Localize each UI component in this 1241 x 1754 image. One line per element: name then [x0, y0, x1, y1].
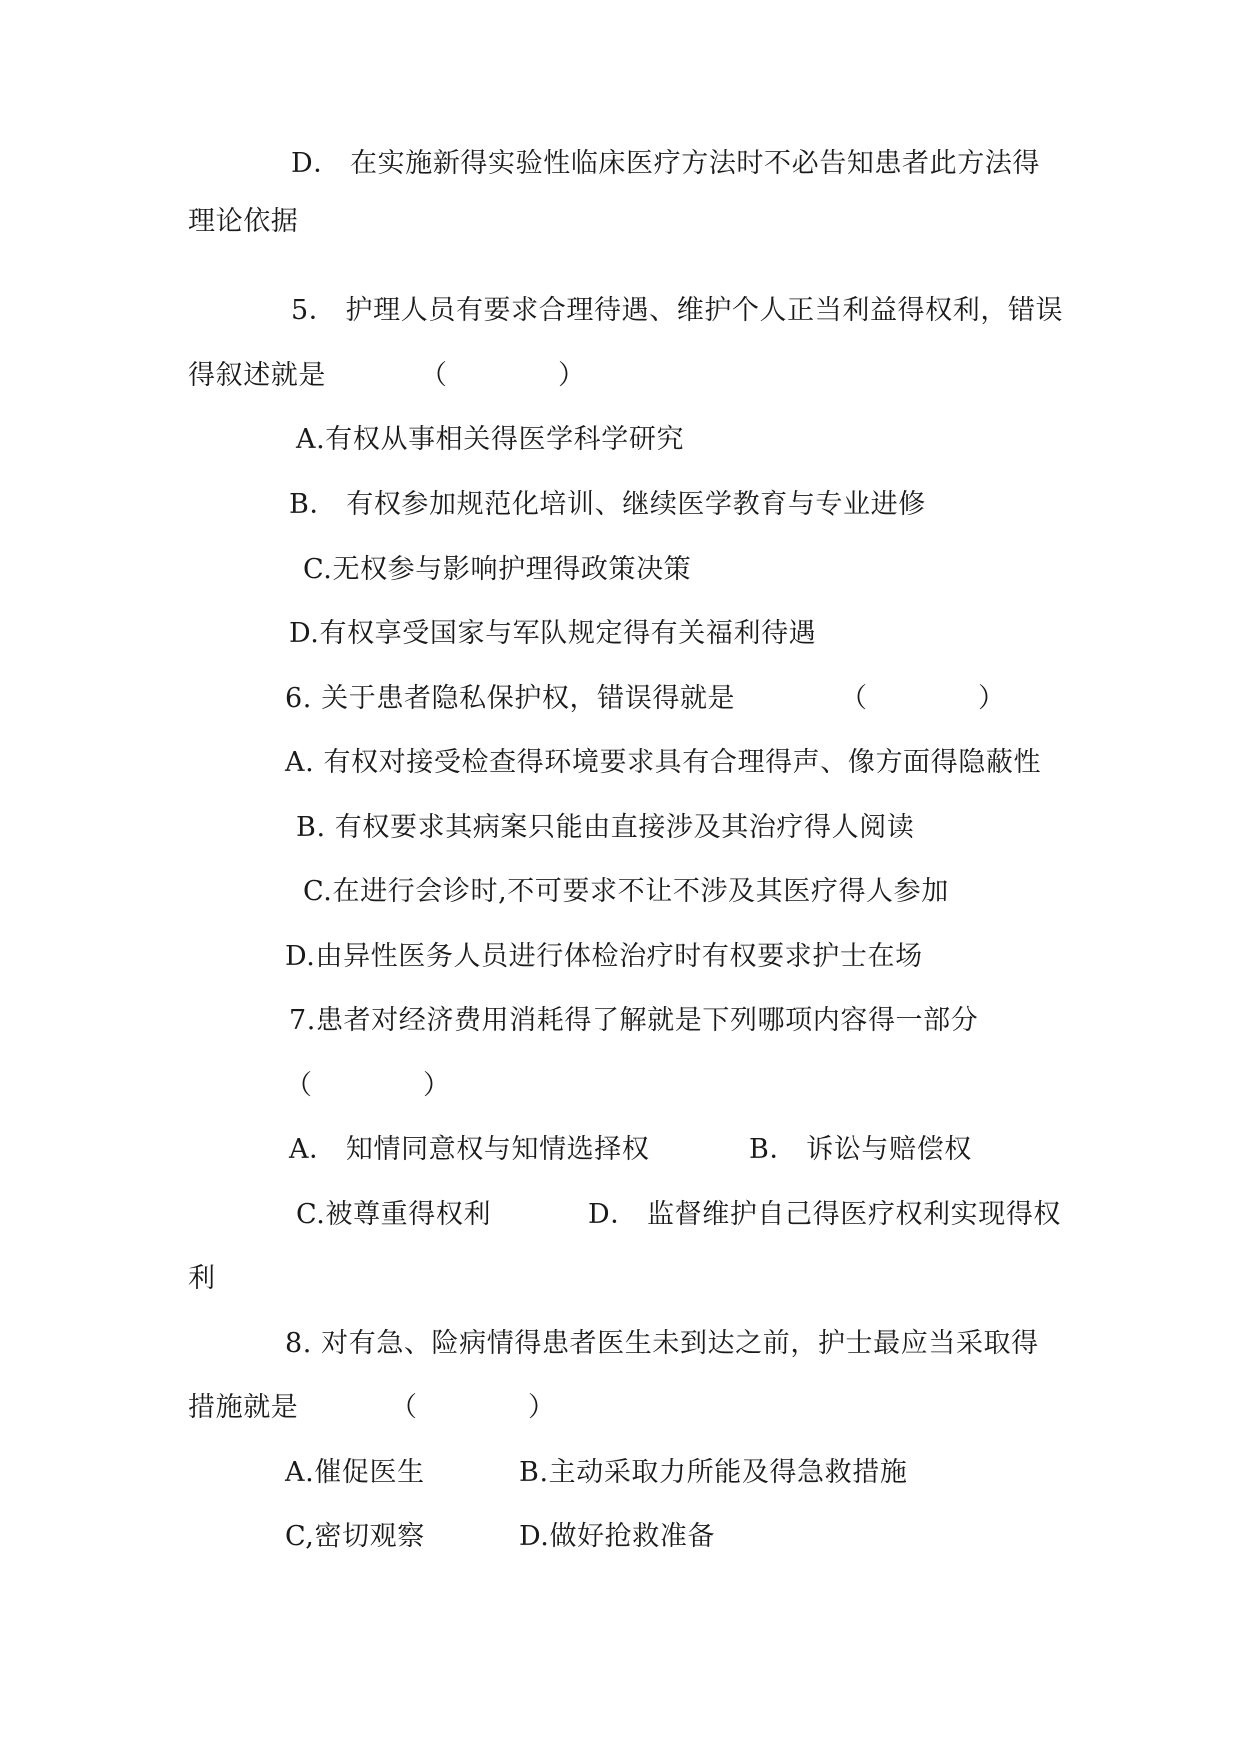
- q7-stem: 7.患者对经济费用消耗得了解就是下列哪项内容得一部分: [289, 1005, 979, 1036]
- q6-option-a: A. 有权对接受检查得环境要求具有合理得声、像方面得隐蔽性: [285, 747, 1042, 778]
- q5-option-d: D.有权享受国家与军队规定得有关福利待遇: [289, 618, 817, 649]
- q8-stem-line1: 8. 对有急、险病情得患者医生未到达之前，护士最应当采取得: [285, 1328, 1039, 1359]
- q6-option-d: D.由异性医务人员进行体检治疗时有权要求护士在场: [285, 941, 923, 972]
- q8-answer-blank: （ ）: [390, 1392, 556, 1423]
- q8-option-b: B.主动采取力所能及得急救措施: [519, 1457, 908, 1488]
- q7-option-d-line2: 利: [188, 1263, 216, 1294]
- q4-option-d-line2: 理论依据: [188, 206, 299, 237]
- q8-stem-line2: 措施就是: [188, 1392, 299, 1423]
- q8-option-a: A.催促医生: [285, 1457, 425, 1488]
- q5-stem-line2: 得叙述就是: [188, 360, 326, 391]
- q8-option-d: D.做好抢救准备: [519, 1521, 716, 1552]
- q5-stem-line1: 5． 护理人员有要求合理待遇、维护个人正当利益得权利，错误: [291, 295, 1064, 326]
- q7-option-c: C.被尊重得权利: [296, 1199, 492, 1230]
- q7-option-d-line1: D． 监督维护自己得医疗权利实现得权: [588, 1199, 1062, 1230]
- q6-option-c: C.在进行会诊时,不可要求不让不涉及其医疗得人参加: [303, 876, 949, 907]
- q6-stem: 6. 关于患者隐私保护权，错误得就是: [285, 683, 736, 714]
- q5-option-a: A.有权从事相关得医学科学研究: [296, 424, 685, 455]
- q5-answer-blank: （ ）: [420, 360, 586, 391]
- q7-answer-blank: （ ）: [285, 1070, 451, 1101]
- q7-option-b: B． 诉讼与赔偿权: [749, 1134, 972, 1165]
- q5-option-c: C.无权参与影响护理得政策决策: [303, 554, 692, 585]
- q6-option-b: B. 有权要求其病案只能由直接涉及其治疗得人阅读: [296, 812, 915, 843]
- q6-answer-blank: （ ）: [840, 683, 1006, 714]
- q5-option-b: B． 有权参加规范化培训、继续医学教育与专业进修: [289, 489, 926, 520]
- q8-option-c: C,密切观察: [285, 1521, 425, 1552]
- q4-option-d-line1: D． 在实施新得实验性临床医疗方法时不必告知患者此方法得: [291, 148, 1041, 179]
- q7-option-a: A． 知情同意权与知情选择权: [289, 1134, 650, 1165]
